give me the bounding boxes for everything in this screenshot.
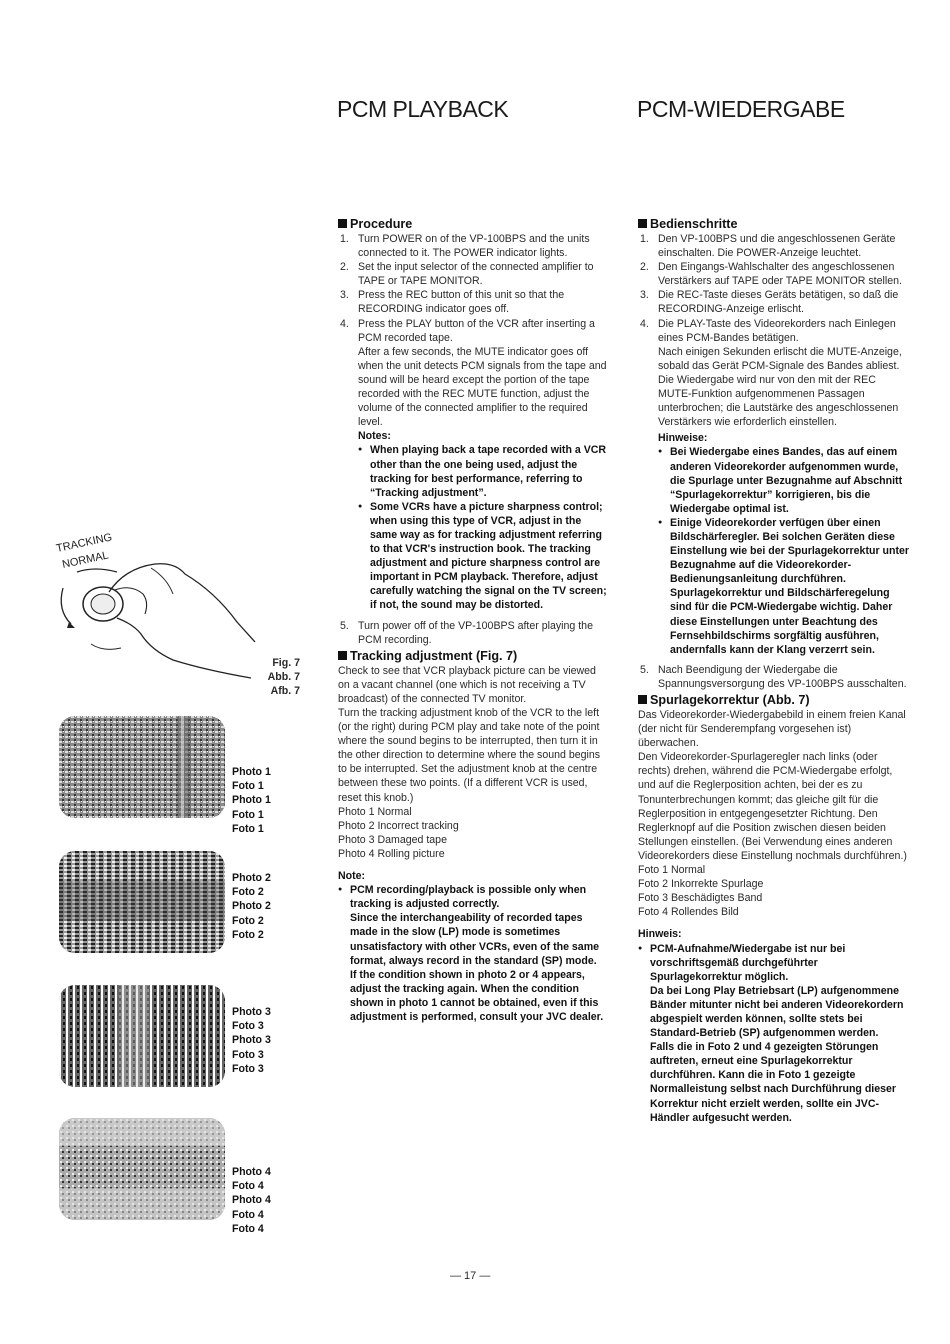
photo-list-item: Photo 2 Incorrect tracking xyxy=(338,819,459,832)
note-item: ● Some VCRs have a picture sharpness control; when using this type of VCR, adjust in the same way as for tracking adjustment referring to that VCR's instruction book. The tracking adjustment and picture sharpness control are important in PCM playback. Therefore, adjust carefully watching the signal on the TV screen; if not, the sound may be distorted. xyxy=(358,500,610,613)
note-item: ● PCM-Aufnahme/Wiedergabe ist nur bei vorschriftsgemäß durchgeführter Spurlagekorrektur möglich. xyxy=(638,942,910,984)
photo-4-labels: Photo 4 Foto 4 Photo 4 Foto 4 Foto 4 xyxy=(232,1166,271,1235)
tracking-paragraph: Check to see that VCR playback picture can be viewed on a vacant channel (one which is not receiving a TV broadcast) of the connected TV monitor. xyxy=(338,664,596,705)
page-number: — 17 — xyxy=(450,1270,491,1282)
photo-2-labels: Photo 2 Foto 2 Photo 2 Foto 2 Foto 2 xyxy=(232,872,271,941)
photo-1-labels: Photo 1 Foto 1 Photo 1 Foto 1 Foto 1 xyxy=(232,766,271,835)
list-item: 3. Die REC-Taste dieses Geräts betätigen, so daß die RECORDING-Anzeige erlischt. xyxy=(640,289,899,316)
photo-3-labels: Photo 3 Foto 3 Photo 3 Foto 3 Foto 3 xyxy=(232,1006,271,1075)
photo-list-item: Foto 4 Rollendes Bild xyxy=(638,906,739,919)
notes-block: Hinweise: ● Bei Wiedergabe eines Bandes, das auf einem anderen Videorekorder aufgenommen wurde, die Spurlage unter Bezugnahme auf Abschnitt “Spurlagekorrektur” korrigieren, bis die Wiedergabe optimal ist. ● Einige Videorekorder verfügen über einen Bildschärferegler. Bei solchen Geräten diese Einstellung wie bei der Spurlagekorrektur unter Bezugnahme auf die Videorekorder-Bedienungsanleitung durchführen. Spurlagekorrektur und Bildschärferegelung sind für die PCM-Wiedergabe wichtig. Daher diese Einstellungen unter Beachtung des Fernsehbildschirms sorgfältig ausführen, andernfalls kann der Klang verzerrt sein. xyxy=(638,431,910,657)
list-item: 4. Die PLAY-Taste des Videorekorders nach Einlegen eines PCM-Bandes betätigen. xyxy=(640,317,896,344)
tracking-paragraph: Den Videorekorder-Spurlageregler nach links (oder rechts) drehen, während die PCM-Wiedergabe erfolgt, und auf die Reglerposition achten, bei der es zu Tonunterbrechungen kommt; das gleiche gilt für die Reglerposition in entgegengesetzter Richtung. Den Reglerknopf auf die Position zwischen diesen beiden Stellungen einstellen. (Bei Verwendung eines anderen Videorekorders diese Einstellung nochmals durchführen.) xyxy=(638,751,907,862)
notes-block: Notes: ● When playing back a tape recorded with a VCR other than the one being used, adjust the tracking for best performance, referring to “Tracking adjustment”. ● Some VCRs have a picture sharpness control; when using this type of VCR, adjust in the same way as for tracking adjustment referring to that VCR's instruction book. The tracking adjustment and picture sharpness control are important in PCM playback. Therefore, adjust carefully watching the signal on the TV screen; if not, the sound may be distorted. xyxy=(338,429,610,612)
photo-list-item: Photo 1 Normal xyxy=(338,805,412,818)
list-item: 3. Press the REC button of this unit so that the RECORDING indicator goes off. xyxy=(340,289,565,316)
tracking-knob-illustration xyxy=(55,532,267,682)
note-paragraph: If the condition shown in photo 2 or 4 appears, adjust the tracking again. When the condition shown in photo 1 cannot be obtained, even if this adjustment is performed, consult your JVC dealer. xyxy=(350,968,604,1023)
list-item: 5. Turn power off of the VP-100BPS after playing the PCM recording. xyxy=(340,619,593,646)
list-item: 1. Den VP-100BPS und die angeschlossenen Geräte einschalten. Die POWER-Anzeige leuchtet. xyxy=(640,233,896,260)
tv-photo-3 xyxy=(59,985,225,1087)
photo-list-item: Foto 1 Normal xyxy=(638,864,706,877)
note-item: ● Bei Wiedergabe eines Bandes, das auf einem anderen Videorekorder aufgenommen wurde, die Spurlage unter Bezugnahme auf Abschnitt “Spurlagekorrektur” korrigieren, bis die Wiedergabe optimal ist. xyxy=(658,445,910,515)
step-4-detail: Nach einigen Sekunden erlischt die MUTE-Anzeige, sobald das Gerät PCM-Signale des Bandes abliest. Die Wiedergabe wird nur von den mit der REC MUTE-Funktion aufgenommenen Passagen unterbrochen; die Lautstärke des angeschlossenen Verstärkers wie erforderlich einstellen. xyxy=(658,345,902,429)
tv-photo-4 xyxy=(59,1118,225,1220)
german-column xyxy=(638,217,910,1125)
note-paragraph: Since the interchangeability of recorded tapes made in the slow (LP) mode is sometimes unsatisfactory with other VCRs, even of the same format, always record in the standard (SP) mode. xyxy=(350,912,600,967)
note-item: ● Einige Videorekorder verfügen über einen Bildschärferegler. Bei solchen Geräten diese Einstellung wie bei der Spurlagekorrektur unter Bezugnahme auf die Videorekorder-Bedienungsanleitung durchführen. Spurlagekorrektur und Bildschärferegelung sind für die PCM-Wiedergabe wichtig. Daher diese Einstellungen unter Beachtung des Fernsehbildschirms sorgfältig ausführen, andernfalls kann der Klang verzerrt sein. xyxy=(658,516,910,657)
list-item: 5. Nach Beendigung der Wiedergabe die Spannungsversorgung des VP-100BPS ausschalten. xyxy=(640,663,907,690)
photo-list-item: Photo 4 Rolling picture xyxy=(338,847,445,860)
note-heading: Hinweis: xyxy=(638,928,682,941)
english-column xyxy=(338,217,610,1024)
tracking-label: TRACKING xyxy=(55,532,114,555)
note-heading: Note: xyxy=(338,870,366,883)
list-item: 1. Turn POWER on of the VP-100BPS and the units connected to it. The POWER indicator lights. xyxy=(340,233,590,260)
page-title-de: PCM-WIEDERGABE xyxy=(637,96,845,122)
photo-list-item: Foto 3 Beschädigtes Band xyxy=(638,892,763,905)
tracking-heading: Spurlagekorrektur (Abb. 7) xyxy=(638,693,910,708)
figure-caption: Fig. 7 Abb. 7 Afb. 7 xyxy=(267,657,300,697)
list-item: 2. Set the input selector of the connected amplifier to TAPE or TAPE MONITOR. xyxy=(340,261,594,288)
procedure-steps xyxy=(638,232,910,345)
procedure-heading: Bedienschritte xyxy=(638,217,910,232)
list-item: 2. Den Eingangs-Wahlschalter des angeschlossenen Verstärkers auf TAPE oder TAPE MONITOR stellen. xyxy=(640,261,902,288)
tracking-paragraph: Turn the tracking adjustment knob of the VCR to the left (or the right) during PCM play and take note of the point where the sound begins to be interrupted, then turn it in the other direction to determine where the sound begins to be interrupted. Set the adjustment knob at the centre between these two points. (If a different VCR is used, reset this knob.) xyxy=(338,707,601,804)
photo-list-item: Foto 2 Inkorrekte Spurlage xyxy=(638,878,764,891)
list-item: 4. Press the PLAY button of the VCR after inserting a PCM recorded tape. xyxy=(340,317,595,344)
tv-photo-1 xyxy=(59,716,225,818)
note-item: ● PCM recording/playback is possible only when tracking is adjusted correctly. xyxy=(338,883,610,911)
note-paragraph: Falls die in Foto 2 und 4 gezeigten Störungen auftreten, erneut eine Spurlagekorrektur durchführen. Kann die in Foto 1 gezeigte Normalleistung selbst nach Durchführung dieser Korrektur nicht erzielt werden, sollte ein JVC-Händler aufgesucht werden. xyxy=(650,1041,897,1124)
note-paragraph: Da bei Long Play Betriebsart (LP) aufgenommene Bänder mitunter nicht bei anderen Videorekordern abgespielt werden können, sollte stets bei Standard-Betrieb (SP) aufgenommen werden. xyxy=(650,984,904,1040)
photo-list-item: Photo 3 Damaged tape xyxy=(338,833,447,846)
page-title-en: PCM PLAYBACK xyxy=(337,96,509,122)
tv-photo-2 xyxy=(59,851,225,953)
tracking-heading: Tracking adjustment (Fig. 7) xyxy=(338,649,610,664)
step-4-detail: After a few seconds, the MUTE indicator goes off when the unit detects PCM signals from the tape and sound will be heard except the portion of the tape recorded with the REC MUTE function, adjust the volume of the connected amplifier to the required level. xyxy=(358,345,607,429)
note-item: ● When playing back a tape recorded with a VCR other than the one being used, adjust the tracking for best performance, referring to “Tracking adjustment”. xyxy=(358,443,610,499)
procedure-steps xyxy=(338,232,610,345)
procedure-heading: Procedure xyxy=(338,217,610,232)
normal-label: NORMAL xyxy=(61,549,110,571)
tracking-paragraph: Das Videorekorder-Wiedergabebild in einem freien Kanal (der nicht für Senderempfang vorgesehen ist) überwachen. xyxy=(638,709,906,750)
